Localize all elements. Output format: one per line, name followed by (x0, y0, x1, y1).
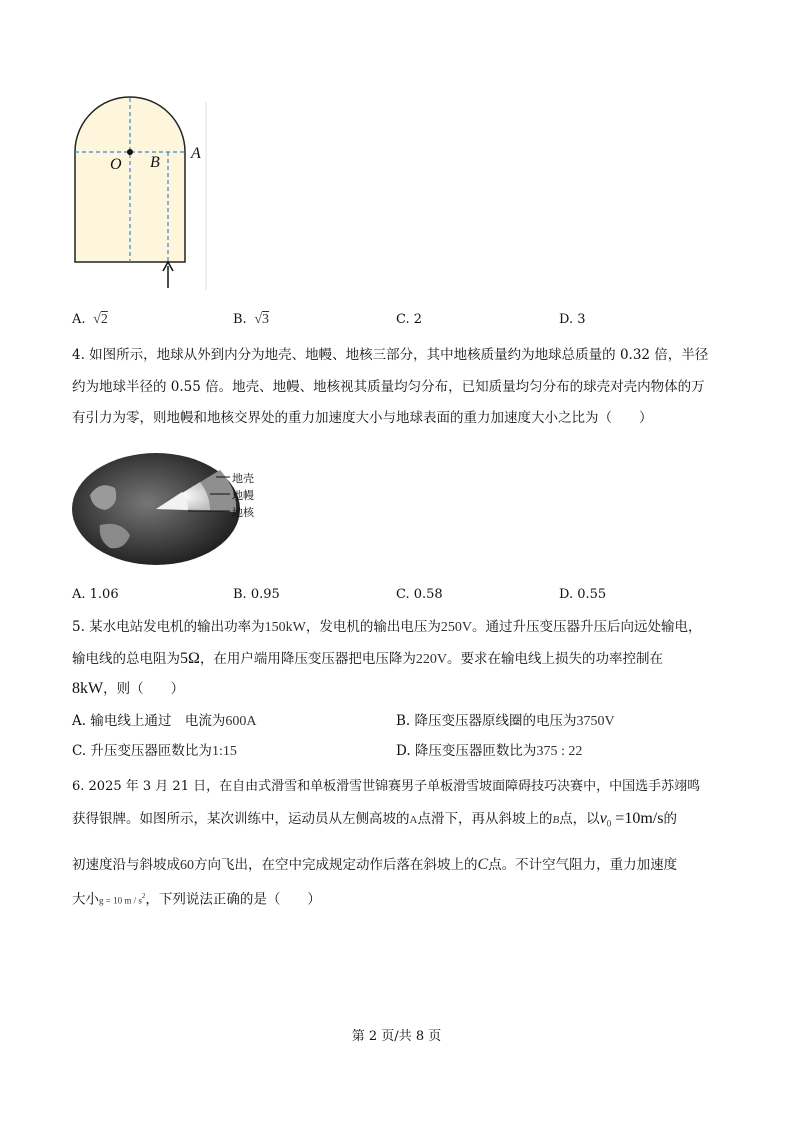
q5-line-2: 输电线的总电阻为5Ω，在用户端用降压变压器把电压降为220V。要求在输电线上损失的功率控制在 (72, 650, 664, 667)
q4-option-d: D. 0.55 (559, 587, 607, 602)
earth-label-crust: 地壳 (232, 472, 254, 485)
q3-option-d: D. 3 (559, 312, 586, 327)
q6-line-4: 大小g = 10 m / $s^2$，下列说法正确的是（ ） (72, 891, 321, 908)
sqrt-sign: √ (89, 312, 101, 327)
q5-option-d: D. 降压变压器匝数比为375 : 22 (396, 743, 583, 759)
q5-option-a: A. 输电线上通过 电流为600A (72, 713, 257, 729)
label-A: A (191, 145, 201, 162)
q3-option-c: C. 2 (396, 312, 423, 327)
page-number-footer: 第 2 页/共 8 页 (351, 1029, 442, 1044)
q5-line-1: 5. 某水电站发电机的输出功率为150kW，发电机的输出电压为250V。通过升压变压器升压后向远处输电， (72, 619, 702, 635)
q6-line-3: 初速度沿与斜坡成60方向飞出，在空中完成规定动作后落在斜坡上的C点。不计空气阻力，重力加速度 (72, 856, 678, 873)
q5-line-3: 8kW，则（ ） (72, 680, 185, 697)
q3-option-a: A. √2 (72, 312, 108, 327)
arch-block-figure (60, 90, 220, 295)
q4-option-c: C. 0.58 (396, 587, 443, 602)
q4-option-b: B. 0.95 (233, 587, 280, 602)
q5-option-b: B. 降压变压器原线圈的电压为3750V (396, 713, 615, 729)
sqrt-sign: √ (250, 312, 263, 327)
q4-line-3: 有引力为零，则地幔和地核交界处的重力加速度大小与地球表面的重力加速度大小之比为（ ） (72, 410, 653, 426)
q4-line-1: 4. 如图所示，地球从外到内分为地壳、地幔、地核三部分，其中地核质量约为地球总质量的 0.32 倍，半径 (72, 347, 709, 363)
q6-line-1: 6. 2025 年 3 月 21 日，在自由式滑雪和单板滑雪世锦赛男子单板滑雪坡面障碍技巧决赛中，中国选手苏翊鸣 (72, 779, 701, 794)
q4-line-2: 约为地球半径的 0.55 倍。地壳、地幔、地核视其质量均匀分布，已知质量均匀分布的球壳对壳内物体的万 (72, 379, 705, 395)
radicand: 2 (100, 312, 108, 327)
earth-label-mantle: 地幔 (232, 489, 254, 502)
label-B: B (150, 154, 160, 171)
q4-option-a: A. 1.06 (72, 587, 119, 602)
earth-label-core: 地核 (232, 506, 254, 519)
q6-line-2: 获得银牌。如图所示，某次训练中，运动员从左侧高坡的A点滑下，再从斜坡上的B点，以$v_0 =10m/s$的 (72, 810, 677, 829)
q5-option-c: C. 升压变压器匝数比为1:15 (72, 743, 237, 759)
label-O: O (110, 156, 122, 173)
radicand: 3 (262, 312, 270, 327)
center-point-O (127, 149, 133, 155)
q3-option-b: B. √3 (233, 312, 270, 327)
